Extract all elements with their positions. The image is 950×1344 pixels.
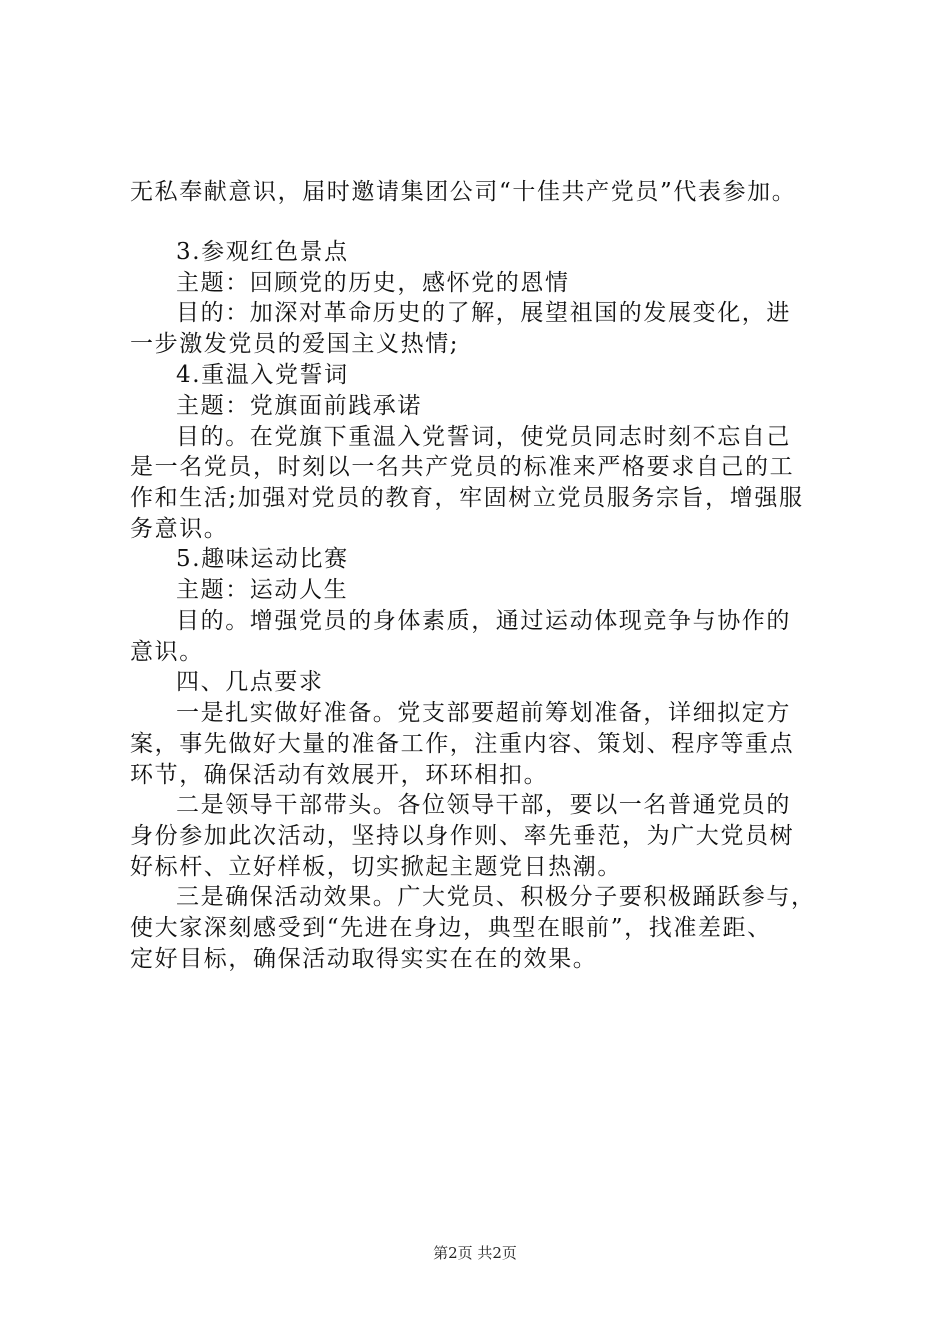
text-line: 好标杆、立好样板，切实掀起主题党日热潮。	[130, 854, 622, 880]
text-line: 目的。增强党员的身体素质，通过运动体现竞争与协作的	[176, 608, 791, 634]
text-line: 主题：回顾党的历史，感怀党的恩情	[176, 270, 570, 296]
text-line: 意识。	[130, 639, 204, 665]
text-line: 二是领导干部带头。各位领导干部，要以一名普通党员的	[176, 792, 791, 818]
text-line: 作和生活;加强对党员的教育，牢固树立党员服务宗旨，增强服	[130, 485, 804, 511]
section-heading: 5.趣味运动比赛	[176, 546, 349, 572]
section-heading: 四、几点要求	[176, 669, 324, 695]
text-line: 目的：加深对革命历史的了解，展望祖国的发展变化，进	[176, 300, 791, 326]
text-line: 务意识。	[130, 516, 229, 542]
text-line: 使大家深刻感受到“先进在身边，典型在眼前”，找准差距、	[130, 915, 772, 941]
text-line: 环节，确保活动有效展开，环环相扣。	[130, 762, 549, 788]
text-line: 无私奉献意识，届时邀请集团公司“十佳共产党员”代表参加。	[130, 179, 797, 205]
text-line: 三是确保活动效果。广大党员、积极分子要积极踊跃参与，	[176, 884, 816, 910]
page-number-footer: 第2页 共2页	[433, 1244, 517, 1262]
text-line: 一是扎实做好准备。党支部要超前筹划准备，详细拟定方	[176, 700, 791, 726]
text-line: 案，事先做好大量的准备工作，注重内容、策划、程序等重点	[130, 731, 795, 757]
text-line: 目的。在党旗下重温入党誓词，使党员同志时刻不忘自己	[176, 424, 791, 450]
text-line: 主题：党旗面前践承诺	[176, 393, 422, 419]
text-line: 主题：运动人生	[176, 577, 349, 603]
text-line: 是一名党员，时刻以一名共产党员的标准来严格要求自己的工	[130, 454, 795, 480]
section-heading: 4.重温入党誓词	[176, 362, 349, 388]
text-line: 身份参加此次活动，坚持以身作则、率先垂范，为广大党员树	[130, 823, 795, 849]
text-line: 定好目标，确保活动取得实实在在的效果。	[130, 946, 598, 972]
section-heading: 3.参观红色景点	[176, 239, 349, 265]
text-line: 一步激发党员的爱国主义热情;	[130, 331, 460, 357]
